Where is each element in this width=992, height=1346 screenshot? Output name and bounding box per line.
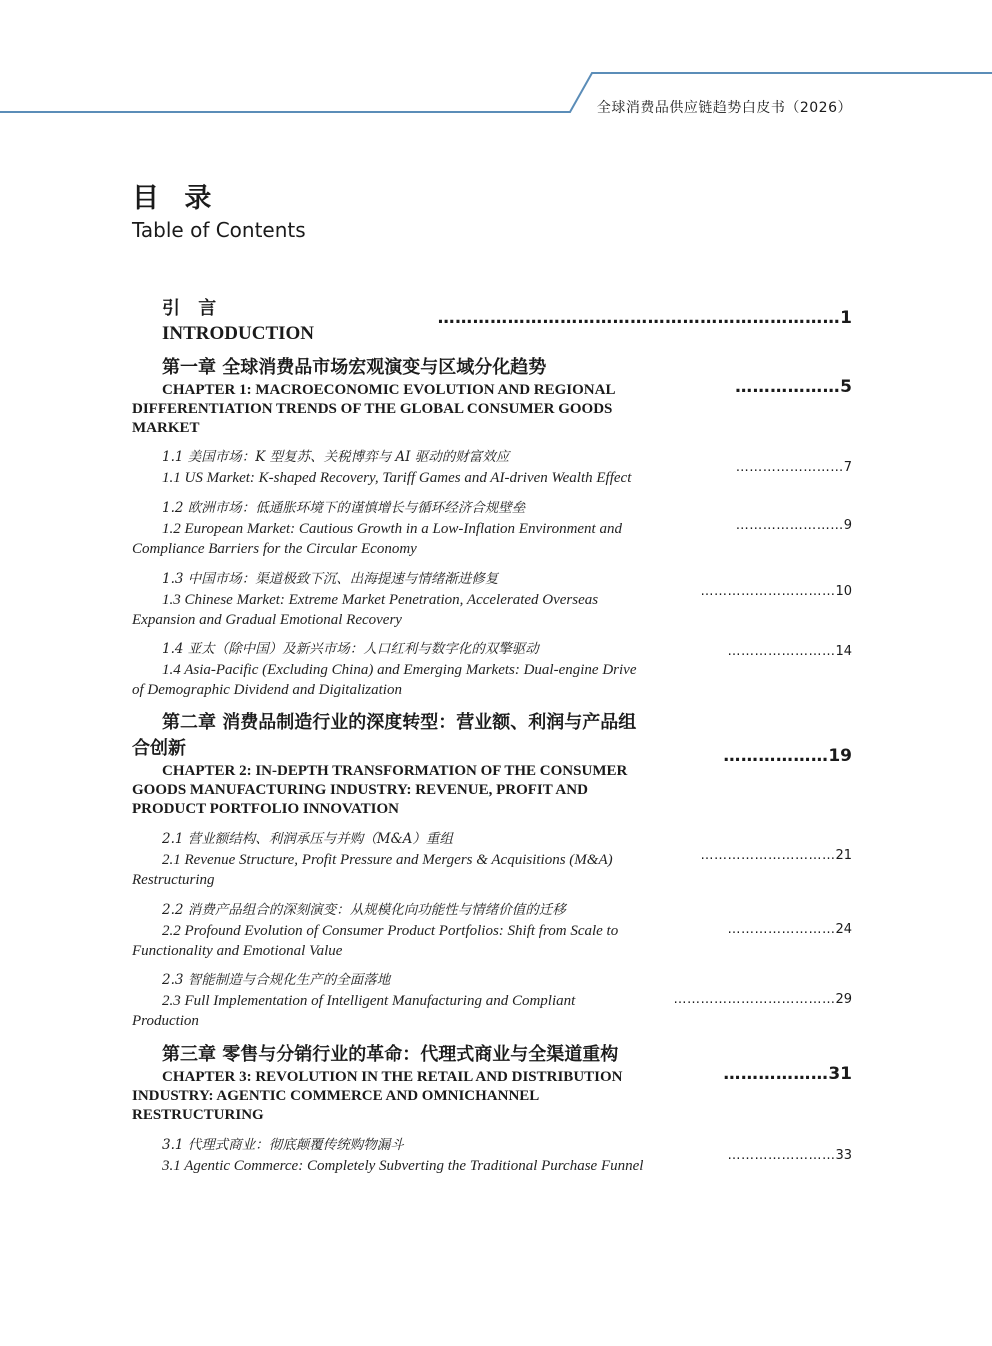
entry-title-zh: 3.1 代理式商业：彻底颠覆传统购物漏斗 bbox=[162, 1137, 404, 1153]
page-number: 21 bbox=[835, 848, 852, 863]
page-leader: ………………5 bbox=[735, 377, 852, 397]
page-number: 24 bbox=[835, 922, 852, 937]
page-leader: ………………………………29 bbox=[673, 992, 852, 1007]
toc-title-en: Table of Contents bbox=[132, 218, 306, 242]
toc-entry-1-1[interactable] bbox=[132, 447, 852, 488]
page-leader: ………………19 bbox=[723, 746, 852, 766]
entry-title-zh: 第三章 零售与分销行业的革命：代理式商业与全渠道重构 bbox=[162, 1044, 619, 1065]
page-number: 1 bbox=[840, 308, 852, 328]
page-number: 7 bbox=[843, 460, 852, 475]
page-number: 9 bbox=[843, 518, 852, 533]
toc-entry-1-3[interactable]: 1.3 中国市场：渠道极致下沉、出海提速与情绪渐进修复 1.3 Chinese Market: Extreme Market Penetration, Accelerated Overseas Expansion and Gradual Emotional Recovery …………………………10 bbox=[132, 571, 852, 628]
entry-title-zh: 1.1 美国市场：K 型复苏、关税博弈与 AI 驱动的财富效应 bbox=[162, 449, 510, 465]
page-number: 31 bbox=[828, 1064, 852, 1084]
entry-title-en: CHAPTER 2: IN-DEPTH TRANSFORMATION OF THE CONSUMER bbox=[162, 763, 628, 779]
entry-title-en: 1.3 Chinese Market: Extreme Market Penetration, Accelerated Overseas bbox=[162, 592, 599, 608]
entry-title-en: CHAPTER 3: REVOLUTION IN THE RETAIL AND DISTRIBUTION bbox=[162, 1069, 623, 1085]
page-leader: ……………………………………………………………1 bbox=[437, 308, 852, 328]
page-leader: ……………………14 bbox=[727, 644, 852, 659]
page-number: 10 bbox=[835, 584, 852, 599]
page-leader: …………………………21 bbox=[700, 848, 852, 863]
page-leader: ………………31 bbox=[723, 1064, 852, 1084]
page-number: 19 bbox=[828, 746, 852, 766]
entry-title-en: 2.1 Revenue Structure, Profit Pressure and Mergers & Acquisitions (M&A) bbox=[162, 852, 613, 868]
entry-title-en: 1.1 US Market: K-shaped Recovery, Tariff Games and AI-driven Wealth Effect bbox=[162, 470, 632, 486]
entry-title-en: 1.4 Asia-Pacific (Excluding China) and Emerging Markets: Dual-engine Drive bbox=[162, 662, 637, 678]
page-leader: ……………………9 bbox=[735, 518, 852, 533]
entry-title-zh: 2.3 智能制造与合规化生产的全面落地 bbox=[162, 972, 391, 988]
page-number: 14 bbox=[835, 644, 852, 659]
page-leader: ……………………33 bbox=[727, 1148, 852, 1163]
entry-title-en: INTRODUCTION bbox=[162, 323, 315, 344]
toc-entry-3-1[interactable] bbox=[132, 1135, 852, 1176]
entry-title-zh: 第二章 消费品制造行业的深度转型：营业额、利润与产品组 bbox=[162, 712, 637, 733]
toc-entry-1-4[interactable]: 1.4 亚太（除中国）及新兴市场：人口红利与数字化的双擎驱动 1.4 Asia-Pacific (Excluding China) and Emerging Markets: Dual-engine Drive of Demographic Dividend and Digitalization ……………………14 bbox=[132, 641, 852, 698]
page-number: 5 bbox=[840, 377, 852, 397]
page-leader: …………………………10 bbox=[700, 584, 852, 599]
document-title: 全球消费品供应链趋势白皮书（2026） bbox=[596, 100, 852, 116]
toc-entry-1-2[interactable]: 1.2 欧洲市场：低通胀环境下的谨慎增长与循环经济合规壁垒 1.2 European Market: Cautious Growth in a Low-Inflation Environment and Compliance Barriers for the Circular Economy ……………………9 bbox=[132, 500, 852, 557]
toc-entry-introduction[interactable] bbox=[132, 296, 852, 346]
entry-title-en: 2.2 Profound Evolution of Consumer Product Portfolios: Shift from Scale to bbox=[162, 923, 619, 939]
entry-title-zh: 第一章 全球消费品市场宏观演变与区域分化趋势 bbox=[162, 357, 547, 378]
toc-entry-chapter-2[interactable]: 第二章 消费品制造行业的深度转型：营业额、利润与产品组 合创新 CHAPTER 2: IN-DEPTH TRANSFORMATION OF THE CONSUMER GOODS MANUFACTURING INDUSTRY: REVENUE, PROFIT AND PRODUCT PORTFOLIO INNOVATION ………………19 bbox=[132, 712, 852, 817]
toc-entry-2-1[interactable]: 2.1 营业额结构、利润承压与并购（M&A）重组 2.1 Revenue Structure, Profit Pressure and Mergers & Acquisitions (M&A) Restructuring …………………………21 bbox=[132, 831, 852, 888]
toc-entry-2-2[interactable]: 2.2 消费产品组合的深刻演变：从规模化向功能性与情绪价值的迁移 2.2 Profound Evolution of Consumer Product Portfolios: Shift from Scale to Functionality and Emotional Value ……………………24 bbox=[132, 902, 852, 959]
entry-title-zh: 引 言 bbox=[162, 298, 223, 319]
entry-title-zh: 2.2 消费产品组合的深刻演变：从规模化向功能性与情绪价值的迁移 bbox=[162, 902, 566, 918]
page-number: 29 bbox=[835, 992, 852, 1007]
entry-title-en: 3.1 Agentic Commerce: Completely Subverting the Traditional Purchase Funnel bbox=[162, 1158, 644, 1174]
page-leader: ……………………7 bbox=[735, 460, 852, 475]
entry-title-zh: 1.3 中国市场：渠道极致下沉、出海提速与情绪渐进修复 bbox=[162, 571, 499, 587]
entry-title-zh: 1.4 亚太（除中国）及新兴市场：人口红利与数字化的双擎驱动 bbox=[162, 641, 539, 657]
toc-entry-2-3[interactable]: 2.3 智能制造与合规化生产的全面落地 2.3 Full Implementation of Intelligent Manufacturing and Compliant Production ………………………………29 bbox=[132, 972, 852, 1029]
toc-title-zh: 目 录 bbox=[132, 183, 220, 214]
entry-title-en: 1.2 European Market: Cautious Growth in a Low-Inflation Environment and bbox=[162, 521, 622, 537]
entry-title-zh: 1.2 欧洲市场：低通胀环境下的谨慎增长与循环经济合规壁垒 bbox=[162, 500, 526, 516]
toc-entry-chapter-3[interactable]: 第三章 零售与分销行业的革命：代理式商业与全渠道重构 CHAPTER 3: REVOLUTION IN THE RETAIL AND DISTRIBUTION INDUSTRY: AGENTIC COMMERCE AND OMNICHANNEL RESTRUCTURING ………………31 bbox=[132, 1044, 852, 1123]
toc-entry-chapter-1[interactable]: 第一章 全球消费品市场宏观演变与区域分化趋势 CHAPTER 1: MACROECONOMIC EVOLUTION AND REGIONAL DIFFERENTIATION TRENDS OF THE GLOBAL CONSUMER GOODS MARKET ………………5 bbox=[132, 357, 852, 436]
page-leader: ……………………24 bbox=[727, 922, 852, 937]
page-number: 33 bbox=[835, 1148, 852, 1163]
entry-title-en: 2.3 Full Implementation of Intelligent Manufacturing and Compliant bbox=[162, 993, 576, 1009]
entry-title-zh: 2.1 营业额结构、利润承压与并购（M&A）重组 bbox=[162, 831, 453, 847]
entry-title-en: CHAPTER 1: MACROECONOMIC EVOLUTION AND REGIONAL bbox=[162, 382, 616, 398]
